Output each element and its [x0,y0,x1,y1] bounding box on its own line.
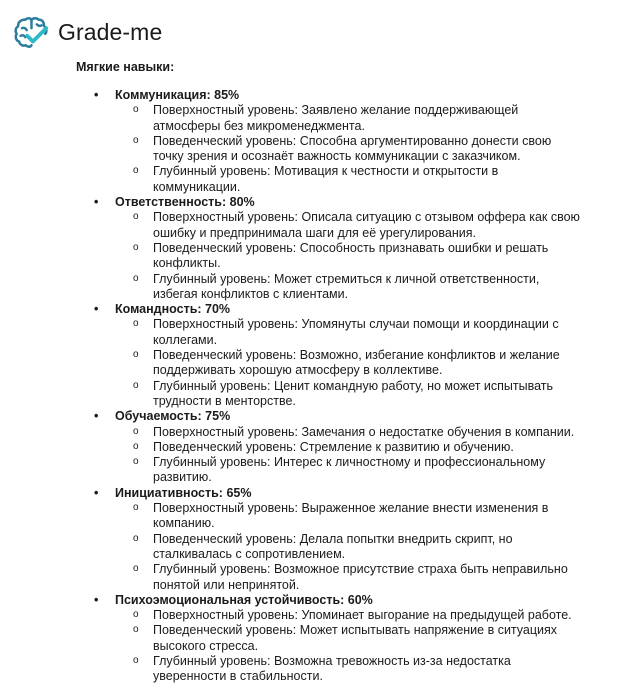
level-item: o Поверхностный уровень: Замечания о недостатке обучения в компании. [115,425,583,440]
skill-item [0,88,640,195]
level-item: o Поведенческий уровень: Способна аргументированно донести свою точку зрения и осознаёт важность коммуникации с заказчиком. [115,134,583,165]
skill-item [0,302,640,409]
skill-title: • Психоэмоциональная устойчивость: 60% [115,593,640,608]
skill-levels [115,210,640,302]
skill-title: • Коммуникация: 85% [115,88,640,103]
skill-title: • Командность: 70% [115,302,640,317]
level-item: o Поведенческий уровень: Может испытывать напряжение в ситуациях высокого стресса. [115,623,583,654]
level-item: o Поведенческий уровень: Делала попытки внедрить скрипт, но сталкивалась с сопротивлением. [115,532,583,563]
level-item: o Глубинный уровень: Возможное присутствие страха быть неправильно понятой или непринятой. [115,562,583,593]
level-item: o Поведенческий уровень: Способность признавать ошибки и решать конфликты. [115,241,583,272]
level-item: o Поверхностный уровень: Упоминает выгорание на предыдущей работе. [115,608,583,623]
skill-levels [115,425,640,486]
level-item: o Поведенческий уровень: Возможно, избегание конфликтов и желание поддерживать хорошую атмосферу в коллективе. [115,348,583,379]
skill-item [0,409,640,485]
skill-title: • Ответственность: 80% [115,195,640,210]
level-item: o Поверхностный уровень: Заявлено желание поддерживающей атмосферы без микроменеджмента. [115,103,583,134]
skill-item [0,486,640,593]
skill-levels [115,501,640,593]
level-item: o Глубинный уровень: Возможна тревожность из-за недостатка уверенности в стабильности. [115,654,583,685]
section-title: Мягкие навыки: [76,60,175,74]
skill-title: • Инициативность: 65% [115,486,640,501]
level-item: o Глубинный уровень: Ценит командную работу, но может испытывать трудности в менторстве. [115,379,583,410]
level-item: o Поверхностный уровень: Описала ситуацию с отзывом оффера как свою ошибку и предпринимала шаги для её урегулирования. [115,210,583,241]
skills-list [0,88,640,685]
skill-levels [115,103,640,195]
level-item: o Глубинный уровень: Мотивация к честности и открытости в коммуникации. [115,164,583,195]
skill-levels [115,608,640,684]
level-item: o Поверхностный уровень: Упомянуты случаи помощи и координации с коллегами. [115,317,583,348]
skill-levels [115,317,640,409]
skill-item [0,195,640,302]
skill-title: • Обучаемость: 75% [115,409,640,424]
level-item: o Поведенческий уровень: Стремление к развитию и обучению. [115,440,583,455]
level-item: o Поверхностный уровень: Выраженное желание внести изменения в компанию. [115,501,583,532]
brand-name: Grade-me [58,18,163,45]
skill-item [0,593,640,685]
brain-check-icon [12,13,50,51]
app-header [12,10,162,54]
level-item: o Глубинный уровень: Интерес к личностному и профессиональному развитию. [115,455,583,486]
level-item: o Глубинный уровень: Может стремиться к личной ответственности, избегая конфликтов с клиентами. [115,272,583,303]
